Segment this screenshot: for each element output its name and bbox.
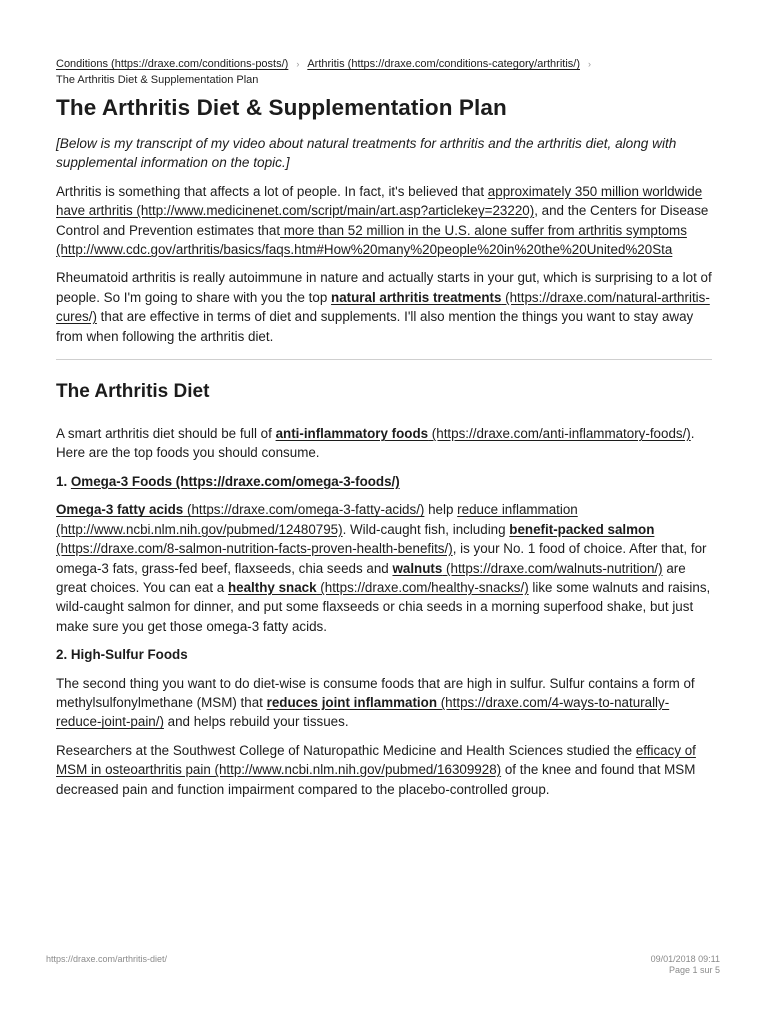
link-anti-inflammatory-foods[interactable] [276,426,691,441]
footer-page-number: Page 1 sur 5 [668,965,720,975]
link-label: walnuts [392,560,443,576]
article [56,56,712,808]
link-omega-3-fatty-acids[interactable] [56,502,424,517]
paragraph-sulfur [56,674,712,732]
link-url: (https://draxe.com/natural-arthritis-cures/) [56,289,710,325]
link-omega-3-foods[interactable]: Omega-3 Foods (https://draxe.com/omega-3-foods/) [70,473,400,489]
text: , is your No. 1 food of choice. After that, for omega-3 fats, grass-fed beef, flaxseeds, chia seeds and [56,541,707,576]
footer-datetime: 09/01/2018 09:11 [650,954,720,964]
link-msm-efficacy[interactable]: efficacy of MSM in osteoarthritis pain (http://www.ncbi.nlm.nih.gov/pubmed/16309928) [56,742,696,778]
text: A smart arthritis diet should be full of [56,426,276,442]
breadcrumb-link-arthritis[interactable]: Arthritis (https://draxe.com/conditions-category/arthritis/) [307,58,580,70]
section-divider [56,359,712,360]
paragraph-rheumatoid [56,268,712,346]
paragraph-arthritis-stats [56,182,712,260]
link-url: (https://draxe.com/omega-3-fatty-acids/) [183,502,425,518]
text: Rheumatoid arthritis is really autoimmune in nature and actually starts in your gut, which is surprising to a lot of people. So I'm going to share with you the top [56,270,712,305]
text: and helps rebuild your tissues. [163,714,349,730]
breadcrumb [56,56,712,88]
link-cdc-url[interactable]: (http://www.cdc.gov/arthritis/basics/faqs.htm#How%20many%20people%20in%20the%20United%20Sta [56,242,673,258]
paragraph-diet-intro [56,424,712,463]
text: of the knee and found that MSM decreased pain and function impairment compared to the placebo-controlled group. [56,762,696,797]
text: , and the Centers for Disease Control and Prevention estimates that [56,203,709,238]
link-url: (https://draxe.com/8-salmon-nutrition-facts-proven-health-benefits/) [56,541,453,557]
link-walnuts[interactable] [392,561,662,576]
paragraph-msm-study [56,741,712,799]
text: help [424,502,458,518]
text: that are effective in terms of diet and supplements. I'll also mention the things you want to stay away from when following the arthritis diet. [56,309,694,344]
footer-url: https://draxe.com/arthritis-diet/ [46,954,168,964]
link-label: healthy snack [227,579,317,595]
text: . Here are the top foods you should consume. [56,426,695,461]
link-medicinenet[interactable]: approximately 350 million worldwide have arthritis (http://www.medicinenet.com/script/main/art.asp?articlekey=23220) [56,183,703,219]
link-cdc[interactable]: more than 52 million in the U.S. alone suffer from arthritis symptoms [280,222,687,238]
text: The second thing you want to do diet-wise is consume foods that are high in sulfur. Sulfur contains a form of methylsulfonylmethane (MSM) that [56,675,695,710]
item-number: 1. [56,473,71,489]
link-label: anti-inflammatory foods [275,426,429,442]
text: like some walnuts and raisins, wild-caught salmon for dinner, and put some flaxseeds or chia seeds in a morning superfood shake, but just make sure you get those omega-3 fatty acids. [56,579,711,634]
link-url: (https://draxe.com/anti-inflammatory-foods/) [428,426,691,442]
link-url: (https://draxe.com/walnuts-nutrition/) [442,560,663,576]
page-title: The Arthritis Diet & Supplementation Plan [56,95,507,120]
chevron-right-icon: › [296,59,300,69]
chevron-right-icon: › [587,59,591,69]
text: Researchers at the Southwest College of Naturopathic Medicine and Health Sciences studied the [56,742,636,758]
list-item-heading-2: 2. High-Sulfur Foods [56,647,188,663]
text: . Wild-caught fish, including [342,521,510,537]
footer-meta [651,954,720,976]
list-item-heading-1 [56,472,712,491]
link-label: natural arthritis treatments [331,289,502,305]
link-healthy-snack[interactable] [228,580,529,595]
text: are great choices. You can eat a [56,560,686,595]
section-heading: The Arthritis Diet [56,381,210,403]
link-url: (https://draxe.com/healthy-snacks/) [316,579,529,595]
intro-paragraph: [Below is my transcript of my video about natural treatments for arthritis and the arthritis diet, along with supplemental information on the topic.] [56,136,677,171]
paragraph-omega-3 [56,500,712,636]
breadcrumb-link-conditions[interactable]: Conditions (https://draxe.com/conditions-posts/) [56,58,289,70]
link-label: reduces joint inflammation [266,694,437,710]
link-label: benefit-packed salmon [509,521,655,537]
link-reduce-inflammation[interactable]: reduce inflammation (http://www.ncbi.nlm.nih.gov/pubmed/12480795) [56,502,578,537]
link-label: Omega-3 fatty acids [56,502,184,518]
text: Arthritis is something that affects a lot of people. In fact, it's believed that [56,183,488,199]
link-url: (https://draxe.com/4-ways-to-naturally-reduce-joint-pain/) [56,694,670,730]
breadcrumb-current: The Arthritis Diet & Supplementation Plan [56,74,259,86]
